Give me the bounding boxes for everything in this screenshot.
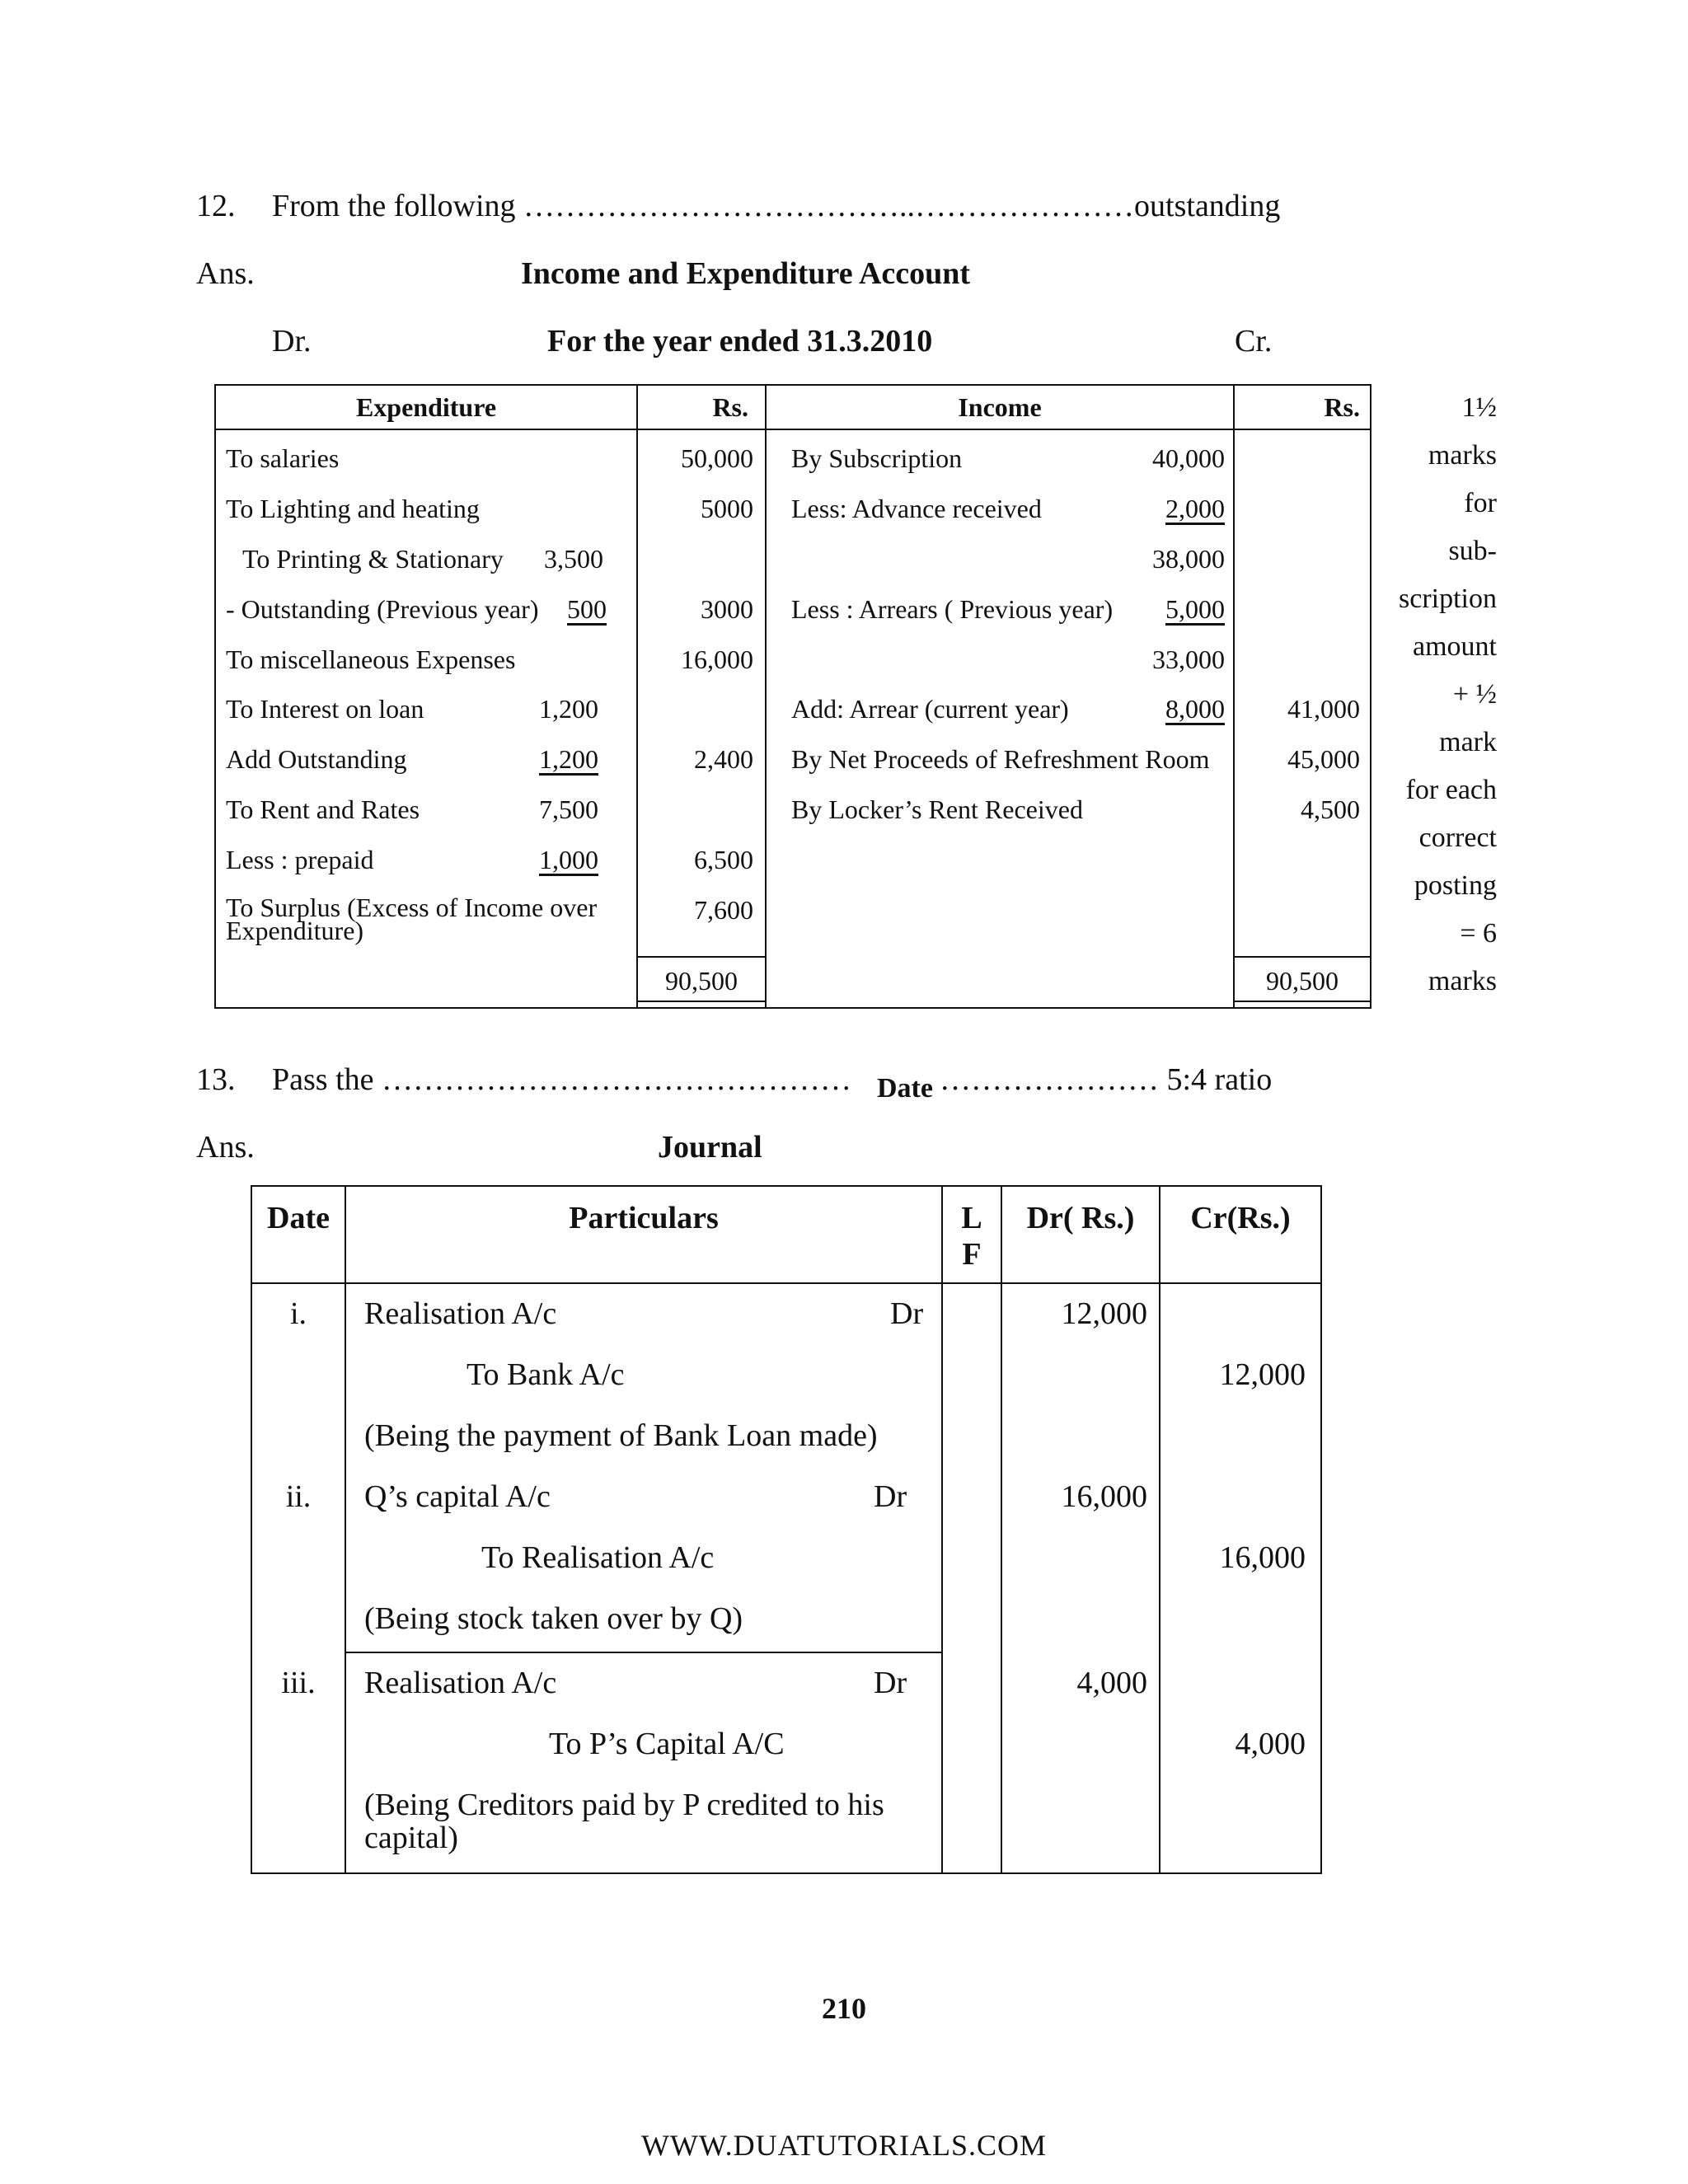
exp-row-label: To Surplus (Excess of Income over — [226, 893, 598, 922]
journal-dr-amount: 12,000 — [1061, 1296, 1147, 1331]
journal-header-dr: Dr( Rs.) — [1026, 1201, 1135, 1235]
journal-dr-amount: 4,000 — [1076, 1666, 1147, 1700]
total-left: 90,500 — [665, 966, 738, 996]
q13-heading: Journal — [658, 1130, 762, 1165]
exp-row-label: To miscellaneous Expenses — [226, 644, 516, 674]
inc-row-sub: 8,000 — [1165, 694, 1225, 724]
exp-row-sub: 3,500 — [544, 544, 603, 574]
marks-note-line: sub- — [1448, 536, 1497, 566]
inc-row-sub: 38,000 — [1152, 544, 1225, 574]
journal-dr-marker: Dr — [874, 1666, 907, 1700]
exp-row-label-cont: Expenditure) — [226, 916, 364, 945]
journal-dr-marker: Dr — [874, 1479, 907, 1514]
inc-row-label: Less : Arrears ( Previous year) — [791, 594, 1114, 624]
exp-row-sub: 7,500 — [539, 794, 598, 824]
journal-narration: (Being the payment of Bank Loan made) — [364, 1418, 878, 1453]
header-income: Income — [958, 392, 1042, 422]
q13-prompt-start: Pass the ……………………………………… — [272, 1062, 851, 1097]
journal-header-lf-f: F — [962, 1237, 982, 1272]
exp-row-label: To Lighting and heating — [226, 494, 480, 523]
q13-ans-label: Ans. — [196, 1130, 255, 1165]
exp-row-amount: 7,600 — [694, 895, 753, 925]
journal-credit-account: To P’s Capital A/C — [549, 1727, 785, 1761]
exp-row-label: Add Outstanding — [226, 744, 407, 774]
exp-row-amount: 5000 — [701, 494, 753, 523]
exp-row-label: To Interest on loan — [226, 694, 424, 724]
journal-header-cr: Cr(Rs.) — [1190, 1201, 1291, 1235]
q12-number: 12. — [196, 189, 236, 223]
q12-ans-label: Ans. — [196, 256, 255, 291]
journal-entry-number: i. — [289, 1296, 307, 1331]
exp-row-sub: 1,200 — [539, 744, 598, 774]
inc-row-label: By Locker’s Rent Received — [791, 794, 1083, 824]
journal-header-lf-l: L — [961, 1201, 982, 1235]
exp-row-label: To Printing & Stationary — [242, 544, 504, 574]
journal-narration-cont: capital) — [364, 1821, 458, 1855]
marks-note-line: mark — [1439, 727, 1497, 757]
journal-credit-account: To Realisation A/c — [481, 1540, 715, 1575]
marks-note-line: for each — [1405, 775, 1497, 805]
journal-credit-account: To Bank A/c — [467, 1357, 625, 1392]
marks-note-line: correct — [1418, 823, 1497, 853]
marks-note-line: scription — [1399, 583, 1497, 614]
q12-cr-label: Cr. — [1235, 324, 1273, 359]
exp-row-amount: 3000 — [701, 594, 753, 624]
footer-website: WWW.DUATUTORIALS.COM — [641, 2129, 1047, 2162]
marks-note-line: + ½ — [1452, 679, 1497, 710]
marks-note-line: marks — [1428, 440, 1497, 471]
journal-debit-account: Realisation A/c — [364, 1296, 557, 1331]
exp-row-sub: 1,000 — [539, 845, 598, 874]
q13-prompt-date: Date — [877, 1073, 933, 1104]
inc-row-sub: 2,000 — [1165, 494, 1225, 523]
exp-row-label: - Outstanding (Previous year) — [226, 594, 539, 624]
journal-cr-amount: 16,000 — [1219, 1540, 1306, 1575]
marks-note-line: 1½ — [1461, 392, 1497, 423]
exp-row-label: Less : prepaid — [226, 845, 374, 874]
journal-header-particulars: Particulars — [569, 1201, 719, 1235]
inc-row-sub: 40,000 — [1152, 443, 1225, 473]
inc-row-amount: 45,000 — [1287, 744, 1360, 774]
journal-debit-account: Realisation A/c — [364, 1666, 557, 1700]
journal-debit-account: Q’s capital A/c — [364, 1479, 551, 1514]
header-rs-left: Rs. — [712, 392, 748, 422]
journal-narration: (Being stock taken over by Q) — [364, 1601, 743, 1636]
exp-row-amount: 16,000 — [681, 644, 753, 674]
header-expenditure: Expenditure — [355, 392, 497, 422]
journal-header-date: Date — [267, 1201, 330, 1235]
marks-note-line: for — [1464, 488, 1497, 518]
journal-cr-amount: 4,000 — [1235, 1727, 1306, 1761]
inc-row-label: By Net Proceeds of Refreshment Room — [791, 744, 1210, 774]
inc-row-sub: 33,000 — [1152, 644, 1225, 674]
inc-row-amount: 4,500 — [1301, 794, 1360, 824]
marks-note-line: marks — [1428, 966, 1497, 996]
inc-row-label: Less: Advance received — [791, 494, 1042, 523]
q12-subheading: For the year ended 31.3.2010 — [547, 324, 933, 359]
inc-row-label: Add: Arrear (current year) — [791, 694, 1069, 724]
q13-prompt-end: ………………… 5:4 ratio — [940, 1062, 1273, 1097]
q12-prompt: From the following ………………………………..…………………outstanding — [272, 189, 1281, 223]
marks-note-line: amount — [1413, 631, 1497, 662]
marks-note-line: posting — [1414, 870, 1497, 901]
journal-narration: (Being Creditors paid by P credited to his — [364, 1788, 884, 1822]
journal-cr-amount: 12,000 — [1219, 1357, 1306, 1392]
exp-row-sub: 1,200 — [539, 694, 598, 724]
journal-entry-number: ii. — [285, 1479, 312, 1514]
journal-dr-marker: Dr — [890, 1296, 924, 1331]
inc-row-sub: 5,000 — [1165, 594, 1225, 624]
inc-row-label: By Subscription — [791, 443, 963, 473]
journal-dr-amount: 16,000 — [1061, 1479, 1147, 1514]
total-right: 90,500 — [1266, 966, 1339, 996]
exp-row-sub: 500 — [567, 594, 607, 624]
exp-row-amount: 6,500 — [694, 845, 753, 874]
exp-row-label: To Rent and Rates — [226, 794, 420, 824]
page-number: 210 — [822, 1992, 866, 2025]
q13-number: 13. — [196, 1062, 236, 1097]
exp-row-label: To salaries — [226, 443, 340, 473]
q12-dr-label: Dr. — [272, 324, 312, 359]
inc-row-amount: 41,000 — [1287, 694, 1360, 724]
marks-note-line: = 6 — [1460, 918, 1497, 949]
journal-entry-number: iii. — [281, 1666, 316, 1700]
q12-heading: Income and Expenditure Account — [521, 256, 971, 291]
exp-row-amount: 50,000 — [681, 443, 753, 473]
header-rs-right: Rs. — [1324, 392, 1360, 422]
exp-row-amount: 2,400 — [694, 744, 753, 774]
